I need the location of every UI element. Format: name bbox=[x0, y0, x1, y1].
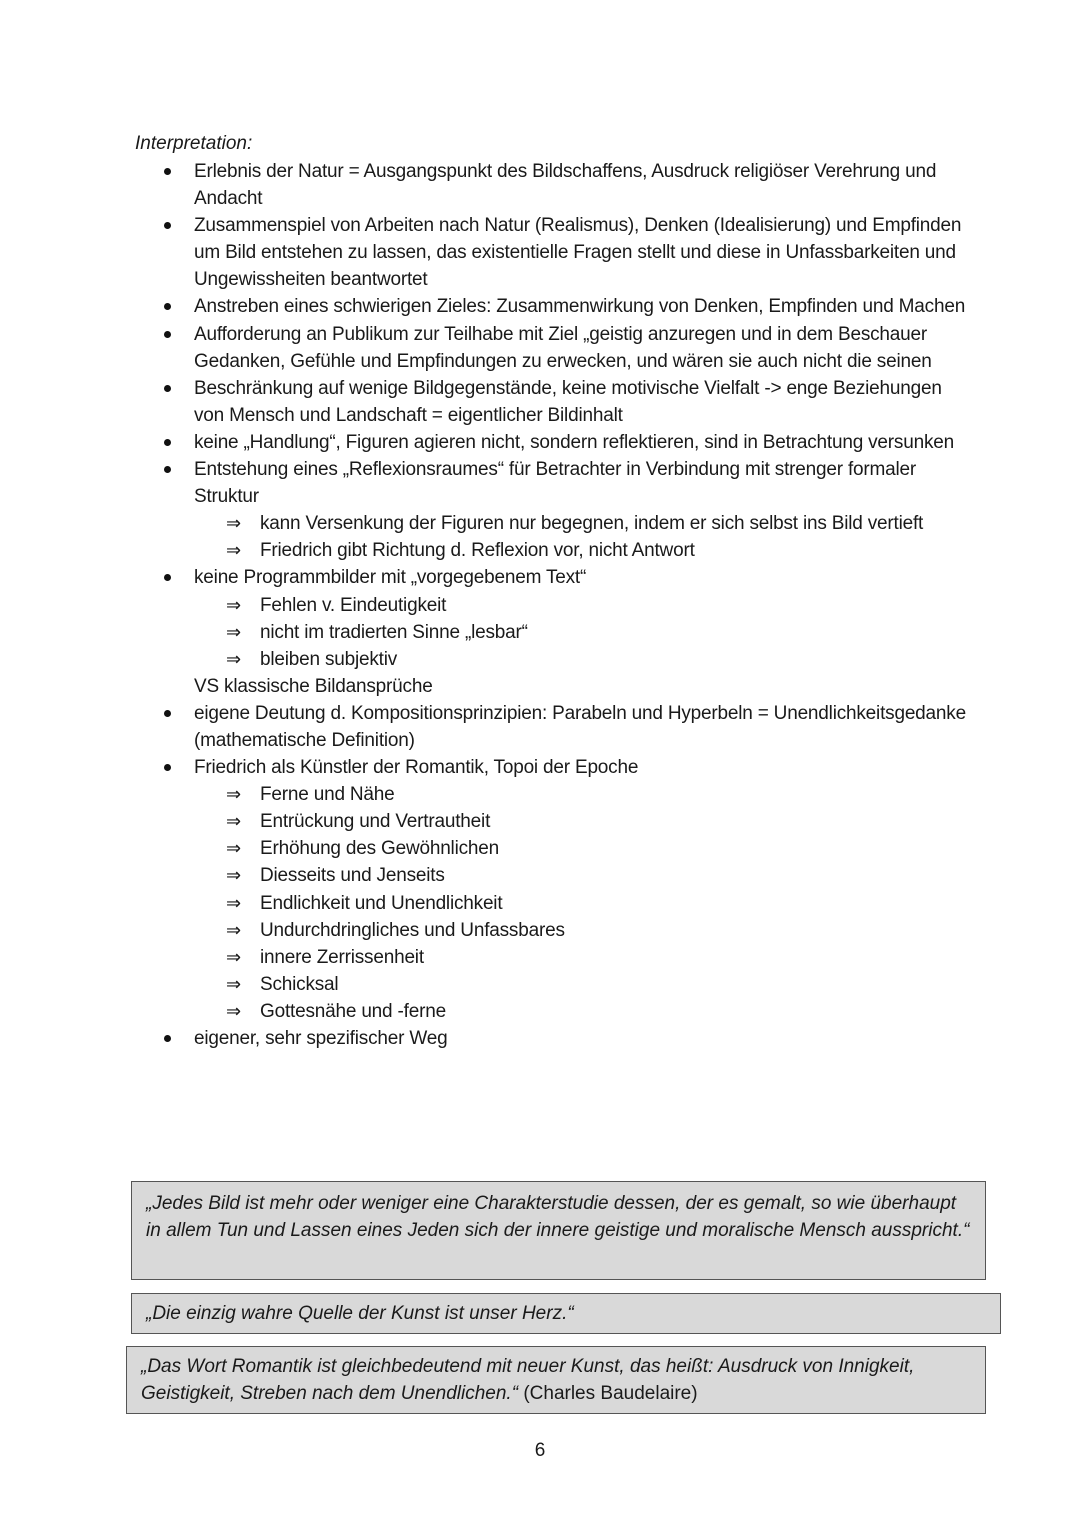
list-item-text: Schicksal bbox=[260, 973, 339, 995]
arrow-icon: ⇒ bbox=[226, 946, 241, 968]
arrow-icon: ⇒ bbox=[226, 865, 241, 887]
list-item-text: eigene Deutung d. Kompositionsprinzipien: Parabeln und Hyperbeln = Unendlichkeitsgedanke (mathematische Definition) bbox=[194, 702, 966, 751]
arrow-icon: ⇒ bbox=[226, 594, 241, 616]
list-item-text: Anstreben eines schwierigen Zieles: Zusammenwirkung von Denken, Empfinden und Machen bbox=[194, 296, 966, 318]
list-item bbox=[194, 998, 974, 1025]
quote-text: „Jedes Bild ist mehr oder weniger eine Charakterstudie dessen, der es gemalt, so wie überhaupt in allem Tun und Lassen eines Jeden sich der innere geistige und moralische Mensch ausspricht.“ bbox=[146, 1193, 970, 1241]
list-item-text: Friedrich als Künstler der Romantik, Topoi der Epoche bbox=[194, 757, 639, 779]
list-item bbox=[194, 781, 974, 808]
list-item-text: Diesseits und Jenseits bbox=[260, 865, 445, 887]
list-item-text: eigener, sehr spezifischer Weg bbox=[194, 1028, 448, 1049]
quote-box-charakterstudie bbox=[131, 1181, 986, 1280]
list-item bbox=[194, 321, 974, 375]
section-heading: Interpretation: bbox=[135, 133, 253, 154]
list-item bbox=[194, 619, 974, 646]
list-item-text: bleiben subjektiv bbox=[260, 648, 398, 670]
list-item bbox=[194, 564, 974, 591]
list-item-text: Endlichkeit und Unendlichkeit bbox=[260, 892, 503, 914]
list-item-text: Gottesnähe und -ferne bbox=[260, 1000, 446, 1022]
list-item bbox=[194, 700, 974, 754]
list-item-text: nicht im tradierten Sinne „lesbar“ bbox=[260, 621, 528, 643]
list-item bbox=[194, 375, 974, 429]
list-item-text: Ferne und Nähe bbox=[260, 784, 395, 806]
list-item-text: keine „Handlung“, Figuren agieren nicht, sondern reflektieren, sind in Betrachtung versunken bbox=[194, 431, 954, 453]
arrow-icon: ⇒ bbox=[226, 1000, 241, 1022]
list-item-text: innere Zerrissenheit bbox=[260, 946, 424, 968]
list-item-text: Zusammenspiel von Arbeiten nach Natur (Realismus), Denken (Idealisierung) und Empfinden um Bild entstehen zu lassen, das existentielle Fragen stellt und diese in Unfassbarkeiten und Ungewissheiten beantwortet bbox=[194, 215, 962, 291]
arrow-icon: ⇒ bbox=[226, 513, 241, 535]
list-item bbox=[194, 429, 974, 456]
list-item-text: Erhöhung des Gewöhnlichen bbox=[260, 838, 500, 860]
list-item-text: Aufforderung an Publikum zur Teilhabe mit Ziel „geistig anzuregen und in dem Beschauer Gedanken, Gefühle und Empfindungen zu erwecken, und wären sie auch nicht die seinen bbox=[194, 323, 932, 372]
list-item bbox=[194, 592, 974, 619]
list-item-text: Erlebnis der Natur = Ausgangspunkt des Bildschaffens, Ausdruck religiöser Verehrung und Andacht bbox=[194, 161, 937, 210]
arrow-icon: ⇒ bbox=[226, 540, 241, 562]
arrow-icon: ⇒ bbox=[226, 621, 241, 643]
list-item-text: Entstehung eines „Reflexionsraumes“ für Betrachter in Verbindung mit strenger formaler Struktur bbox=[194, 459, 917, 508]
arrow-icon: ⇒ bbox=[226, 919, 241, 941]
list-item bbox=[194, 537, 974, 564]
quote-box-baudelaire bbox=[126, 1346, 986, 1414]
list-item-text: Friedrich gibt Richtung d. Reflexion vor, nicht Antwort bbox=[260, 540, 695, 562]
arrow-icon: ⇒ bbox=[226, 838, 241, 860]
list-item-text: kann Versenkung der Figuren nur begegnen, indem er sich selbst ins Bild vertieft bbox=[260, 513, 924, 535]
arrow-icon: ⇒ bbox=[226, 784, 241, 806]
arrow-icon: ⇒ bbox=[226, 811, 241, 833]
arrow-icon: ⇒ bbox=[226, 973, 241, 995]
list-item bbox=[194, 835, 974, 862]
list-item bbox=[194, 293, 974, 320]
list-item-text: Entrückung und Vertrautheit bbox=[260, 811, 491, 833]
arrow-icon: ⇒ bbox=[226, 892, 241, 914]
list-item bbox=[194, 971, 974, 998]
list-item bbox=[194, 808, 974, 835]
quote-author: (Charles Baudelaire) bbox=[523, 1383, 698, 1404]
list-item bbox=[194, 917, 974, 944]
interpretation-list bbox=[194, 158, 974, 1052]
list-item bbox=[194, 510, 974, 537]
quote-text: „Die einzig wahre Quelle der Kunst ist unser Herz.“ bbox=[146, 1303, 574, 1324]
list-item bbox=[194, 1025, 974, 1052]
list-item bbox=[194, 456, 974, 510]
quote-box-herz bbox=[131, 1293, 1001, 1334]
list-item bbox=[194, 754, 974, 781]
list-item bbox=[194, 862, 974, 889]
list-item bbox=[194, 890, 974, 917]
list-item bbox=[194, 646, 974, 673]
page-number: 6 bbox=[534, 1440, 546, 1461]
list-item bbox=[194, 673, 974, 700]
list-item bbox=[194, 158, 974, 212]
list-item-text: Undurchdringliches und Unfassbares bbox=[260, 919, 565, 941]
list-item bbox=[194, 944, 974, 971]
arrow-icon: ⇒ bbox=[226, 648, 241, 670]
list-item bbox=[194, 212, 974, 293]
list-item-text: Beschränkung auf wenige Bildgegenstände, keine motivische Vielfalt -> enge Beziehungen von Mensch und Landschaft = eigentlicher Bildinhalt bbox=[194, 377, 942, 426]
list-item-text: keine Programmbilder mit „vorgegebenem Text“ bbox=[194, 567, 587, 589]
quote-text: „Das Wort Romantik ist gleichbedeutend mit neuer Kunst, das heißt: Ausdruck von Innigkeit, Geistigkeit, Streben nach dem Unendlichen.“ bbox=[141, 1356, 915, 1404]
list-item-text: Fehlen v. Eindeutigkeit bbox=[260, 594, 447, 616]
list-item-text: VS klassische Bildansprüche bbox=[194, 675, 433, 697]
